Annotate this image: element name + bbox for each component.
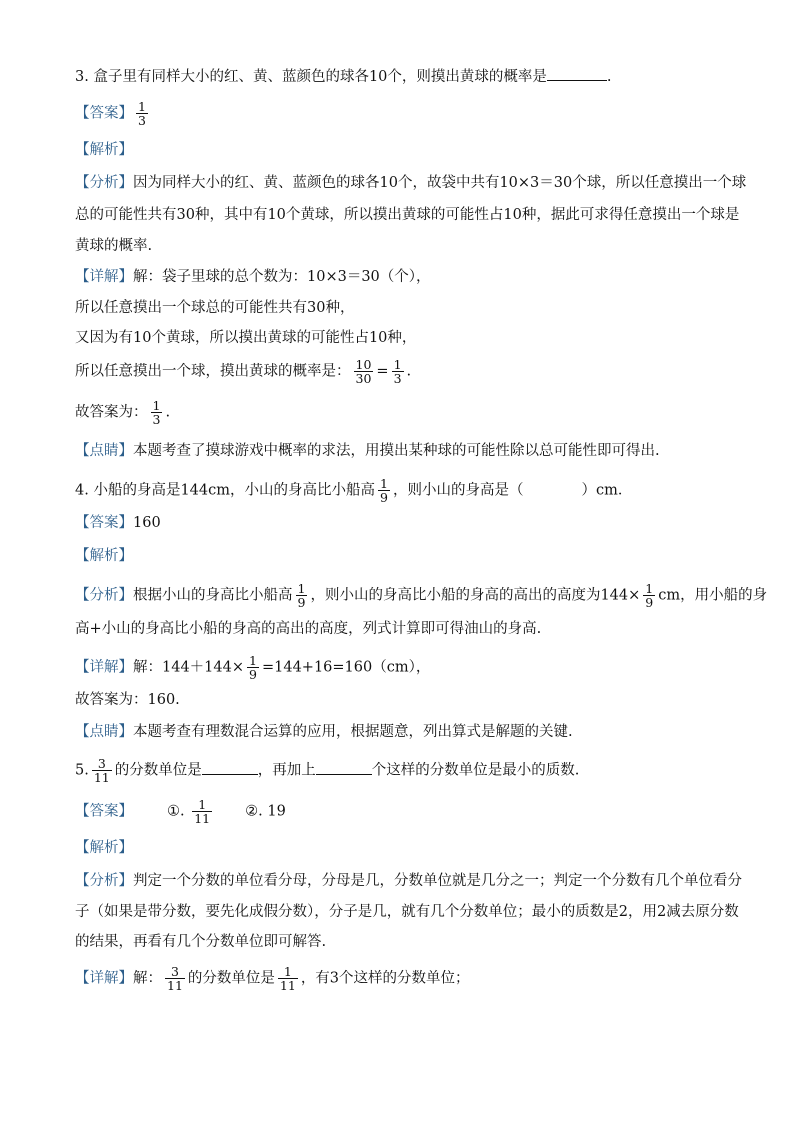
answer-blank bbox=[202, 760, 258, 775]
q3-result: 故答案为： $\frac{1}{3}$ . bbox=[75, 398, 171, 427]
q3-fenxi-line-3: 黄球的概率. bbox=[75, 238, 153, 254]
q3-detail-line-2: 所以任意摸出一个球总的可能性共有30种， bbox=[75, 300, 355, 316]
fraction: $\frac{1}{9}$ bbox=[380, 476, 388, 505]
fraction: $\frac{1}{9}$ bbox=[645, 581, 654, 610]
q5-detail: 【详解】解： $\frac{3}{11}$ 的分数单位是 $\frac{1}{11}$ ，有3个这样的分数单位； bbox=[75, 964, 470, 993]
q4-fenxi-line-2: 高+小山的身高比小船的身高的高出的高度，列式计算即可得油山的身高. bbox=[75, 621, 542, 637]
fraction: $\frac{1}{9}$ bbox=[297, 581, 306, 610]
q5-analysis-tag: 【解析】 bbox=[75, 840, 133, 856]
q3-analysis-tag: 【解析】 bbox=[75, 142, 133, 158]
fraction: $\frac{3}{11}$ bbox=[93, 756, 110, 785]
q3-detail-line-1: 【详解】解：袋子里球的总个数为：10×3＝30（个）， bbox=[75, 269, 431, 285]
q4-answer: 【答案】160 bbox=[75, 515, 161, 531]
fraction: $\frac{10}{30}$ bbox=[355, 357, 372, 386]
q5-fenxi-line-3: 的结果，再看有几个分数单位即可解答. bbox=[75, 934, 327, 950]
answer-blank bbox=[547, 66, 607, 81]
q4-comment: 【点睛】本题考查有理数混合运算的应用，根据题意，列出算式是解题的关键. bbox=[75, 724, 573, 740]
answer-blank bbox=[316, 760, 372, 775]
q4-detail: 【详解】解：144＋144× $\frac{1}{9}$ =144+16=160（cm）， bbox=[75, 653, 431, 682]
q4-question: 4. 小船的身高是144cm，小山的身高比小船高 $\frac{1}{9}$ ，则小山的身高是（ ）cm． bbox=[75, 476, 633, 505]
q3-detail-line-3: 又因为有10个黄球，所以摸出黄球的可能性占10种， bbox=[75, 330, 417, 346]
q5-fenxi-line-1: 【分析】判定一个分数的单位看分母，分母是几，分数单位就是几分之一；判定一个分数有几个单位看分 bbox=[75, 873, 742, 889]
q5-answer: 【答案】 ①. $\frac{1}{11}$ ②. 19 bbox=[75, 797, 286, 826]
answer-tag: 【答案】 bbox=[75, 105, 133, 122]
fraction: $\frac{1}{11}$ bbox=[194, 797, 211, 826]
q3-answer bbox=[75, 100, 151, 127]
answer-fraction: $\frac{1}{3}$ bbox=[138, 99, 146, 128]
fraction: $\frac{1}{9}$ bbox=[249, 653, 257, 682]
q3-fenxi-line-1: 【分析】因为同样大小的红、黄、蓝颜色的球各10个，故袋中共有10×3＝30个球，所以任意摸出一个球 bbox=[75, 175, 747, 191]
q5-fenxi-line-2: 子（如果是带分数，要先化成假分数），分子是几，就有几个分数单位；最小的质数是2，用2减去原分数 bbox=[75, 904, 739, 920]
answer-mark-2: ② bbox=[245, 803, 259, 820]
q3-fenxi-line-2: 总的可能性共有30种，其中有10个黄球，所以摸出黄球的可能性占10种，据此可求得任意摸出一个球是 bbox=[75, 207, 740, 223]
fraction: $\frac{1}{11}$ bbox=[279, 964, 296, 993]
q4-fenxi-line-1: 【分析】根据小山的身高比小船高 $\frac{1}{9}$ ，则小山的身高比小船的身高的高出的高度为144× $\frac{1}{9}$ cm，用小船的身 bbox=[75, 581, 768, 610]
answer-tag: 【答案】 bbox=[75, 803, 133, 820]
fraction: $\frac{1}{3}$ bbox=[393, 357, 402, 386]
answer-tag: 【答案】 bbox=[75, 515, 133, 531]
fraction: $\frac{3}{11}$ bbox=[167, 964, 183, 993]
answer-mark-1: ① bbox=[167, 803, 180, 820]
q5-question: 5. $\frac{3}{11}$ 的分数单位是 ，再加上 个这样的分数单位是最小的质数. bbox=[75, 756, 580, 785]
fraction: $\frac{1}{3}$ bbox=[152, 398, 161, 427]
q3-question: 3. 盒子里有同样大小的红、黄、蓝颜色的球各10个，则摸出黄球的概率是 . bbox=[75, 66, 612, 87]
q3-comment: 【点睛】本题考查了摸球游戏中概率的求法，用摸出某种球的可能性除以总可能性即可得出. bbox=[75, 443, 660, 459]
q3-detail-line-4: 所以任意摸出一个球，摸出黄球的概率是： $\frac{10}{30}$ = $\frac{1}{3}$ . bbox=[75, 357, 412, 386]
q4-result: 故答案为：160. bbox=[75, 692, 180, 708]
q4-analysis-tag: 【解析】 bbox=[75, 548, 133, 564]
